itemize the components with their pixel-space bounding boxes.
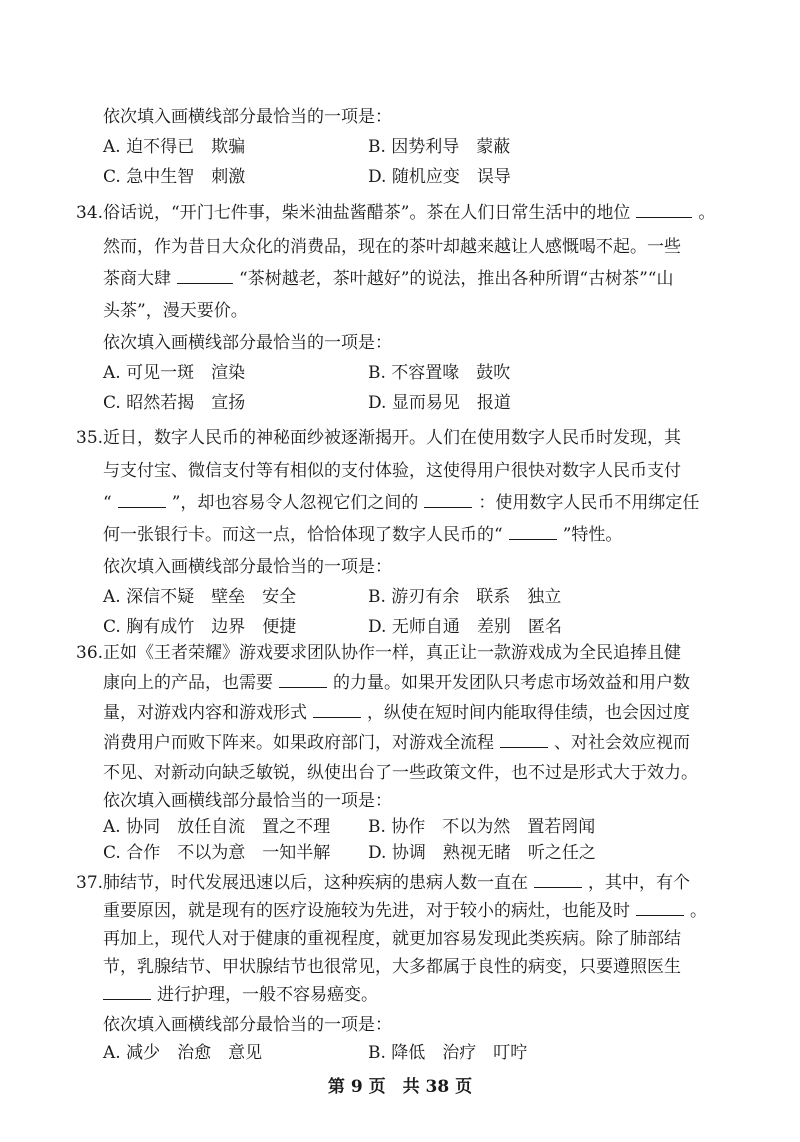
- q37-l2b: 。: [690, 901, 707, 921]
- q36-l3b: ，纵使在短时间内能取得佳绩，也会因过度: [367, 703, 690, 723]
- question-34-line-2: 然而，作为昔日大众化的消费品，现在的茶叶却越来越让人感慨喝不起。一些: [103, 237, 681, 257]
- q36-l3a: 量，对游戏内容和游戏形式: [103, 703, 307, 723]
- option-37-a: A. 减少 治愈 意见: [103, 1043, 263, 1063]
- option-34-d: D. 显而易见 报道: [368, 393, 511, 413]
- question-37-line-3: 再加上，现代人对于健康的重视程度，就更加容易发现此类疾病。除了肺部结: [103, 929, 681, 949]
- option-36-a: A. 协同 放任自流 置之不理: [103, 817, 331, 837]
- question-37-line-5: [103, 978, 378, 1012]
- option-prev-c: C. 急中生智 刺激: [103, 167, 246, 187]
- q36-l2b: 的力量。如果开发团队只考虑市场效益和用户数: [333, 673, 690, 693]
- q35-l4b: ”特性。: [562, 525, 623, 545]
- instruction-34: 依次填入画横线部分最恰当的一项是：: [103, 333, 392, 353]
- q35-l3c: ：使用数字人民币不用绑定任: [478, 493, 700, 513]
- blank-37-1: [534, 869, 582, 888]
- question-35-line-4: [103, 518, 622, 552]
- q35-l3a: “: [103, 493, 112, 513]
- question-35-line-2: 与支付宝、微信支付等有相似的支付体验，这使得用户很快对数字人民币支付: [103, 461, 681, 481]
- instruction-35: 依次填入画横线部分最恰当的一项是：: [103, 557, 392, 577]
- question-35-number: 35.: [76, 428, 104, 448]
- instruction-37: 依次填入画横线部分最恰当的一项是：: [103, 1015, 392, 1035]
- option-36-c: C. 合作 不以为意 一知半解: [103, 843, 331, 863]
- question-37-line-4: 节，乳腺结节、甲状腺结节也很常见，大多都属于良性的病变，只要遵照医生: [103, 957, 681, 977]
- option-36-b: B. 协作 不以为然 置若罔闻: [368, 817, 596, 837]
- option-prev-d: D. 随机应变 误导: [368, 167, 511, 187]
- option-37-b: B. 降低 治疗 叮咛: [368, 1043, 528, 1063]
- question-35-line-3: [103, 486, 699, 520]
- q36-l2a: 康向上的产品，也需要: [103, 673, 273, 693]
- q37-l2a: 重要原因，就是现有的医疗设施较为先进，对于较小的病灶，也能及时: [103, 901, 630, 921]
- option-35-c: C. 胸有成竹 边界 便捷: [103, 617, 297, 637]
- blank-36-2: [313, 699, 361, 718]
- option-34-c: C. 昭然若揭 宣扬: [103, 393, 246, 413]
- blank-34-2: [177, 265, 233, 284]
- question-34-number: 34.: [76, 203, 104, 223]
- question-36-line-2: [103, 666, 690, 700]
- option-35-b: B. 游刃有余 联系 独立: [368, 587, 562, 607]
- option-36-d: D. 协调 熟视无睹 听之任之: [368, 843, 596, 863]
- q35-l3b: ”，却也容易令人忽视它们之间的: [171, 493, 419, 513]
- q36-l4b: 、对社会效应视而: [554, 733, 690, 753]
- q37-l1a: 肺结节，时代发展迅速以后，这种疾病的患病人数一直在: [103, 873, 528, 893]
- instruction-36: 依次填入画横线部分最恰当的一项是：: [103, 791, 392, 811]
- blank-35-2: [424, 489, 472, 508]
- question-34-line-1: [103, 196, 715, 230]
- instruction-prev: 依次填入画横线部分最恰当的一项是：: [103, 107, 392, 127]
- question-36-line-1: 正如《王者荣耀》游戏要求团队协作一样，真正让一款游戏成为全民追捧且健: [103, 643, 681, 663]
- option-35-d: D. 无师自通 差别 匿名: [368, 617, 562, 637]
- question-36-line-5: 不见、对新动向缺乏敏锐，纵使出台了一些政策文件，也不过是形式大于效力。: [103, 763, 698, 783]
- blank-36-3: [500, 729, 548, 748]
- page-footer: 第 9 页 共 38 页: [327, 1077, 473, 1097]
- option-35-a: A. 深信不疑 壁垒 安全: [103, 587, 297, 607]
- q34-l3b: “茶树越老，茶叶越好”的说法，推出各种所谓“古树茶”“山: [239, 269, 674, 289]
- question-35-line-1: 近日，数字人民币的神秘面纱被逐渐揭开。人们在使用数字人民币时发现，其: [103, 428, 681, 448]
- q34-l1a: 俗话说，“开门七件事，柴米油盐酱醋茶”。茶在人们日常生活中的地位: [103, 203, 631, 223]
- option-34-a: A. 可见一斑 渲染: [103, 363, 246, 383]
- blank-35-3: [509, 521, 557, 540]
- q37-l1b: ，其中，有个: [588, 873, 690, 893]
- blank-34-1: [636, 199, 692, 218]
- q37-l5: 进行护理，一般不容易癌变。: [157, 985, 378, 1005]
- question-37-number: 37.: [76, 873, 104, 893]
- option-prev-a: A. 迫不得已 欺骗: [103, 137, 246, 157]
- q36-l4a: 消费用户而败下阵来。如果政府部门，对游戏全流程: [103, 733, 494, 753]
- option-34-b: B. 不容置喙 鼓吹: [368, 363, 511, 383]
- blank-37-2: [636, 897, 684, 916]
- question-36-number: 36.: [76, 643, 104, 663]
- option-prev-b: B. 因势利导 蒙蔽: [368, 137, 511, 157]
- blank-37-3: [103, 981, 151, 1000]
- q35-l4a: 何一张银行卡。而这一点，恰恰体现了数字人民币的“: [103, 525, 503, 545]
- question-34-line-3: [103, 262, 673, 296]
- blank-35-1: [118, 489, 166, 508]
- question-34-line-4: 头茶”，漫天要价。: [103, 301, 248, 321]
- question-36-line-4: [103, 726, 690, 760]
- question-36-line-3: [103, 696, 690, 730]
- blank-36-1: [279, 669, 327, 688]
- q34-l3a: 茶商大肆: [103, 269, 171, 289]
- q34-l1b: 。: [698, 203, 716, 223]
